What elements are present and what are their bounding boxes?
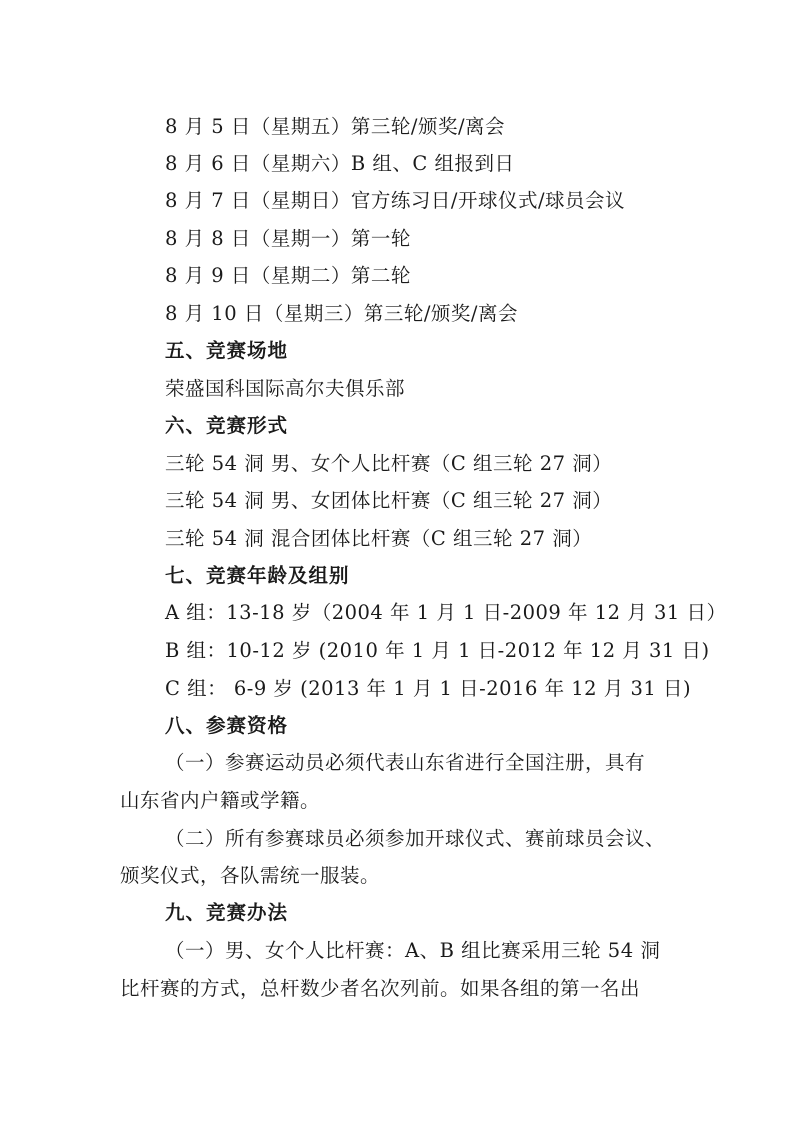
schedule-line-aug10: 8 月 10 日（星期三）第三轮/颁奖/离会 <box>165 302 518 325</box>
format-line-team: 三轮 54 洞 男、女团体比杆赛（C 组三轮 27 洞） <box>165 489 613 512</box>
section-heading-competition-rules: 九、竞赛办法 <box>165 901 289 924</box>
schedule-line-aug6: 8 月 6 日（星期六）B 组、C 组报到日 <box>165 152 515 175</box>
age-group-b: B 组：10-12 岁 (2010 年 1 月 1 日-2012 年 12 月 31 日) <box>165 639 710 662</box>
age-group-a: A 组：13-18 岁（2004 年 1 月 1 日-2009 年 12 月 31 日） <box>165 601 727 624</box>
section-heading-format: 六、竞赛形式 <box>165 414 289 437</box>
format-line-mixed-team: 三轮 54 洞 混合团体比杆赛（C 组三轮 27 洞） <box>165 527 593 550</box>
section-heading-venue: 五、竞赛场地 <box>165 339 289 362</box>
schedule-line-aug7: 8 月 7 日（星期日）官方练习日/开球仪式/球员会议 <box>165 189 626 212</box>
eligibility-para1-line2: 山东省内户籍或学籍。 <box>120 789 321 812</box>
schedule-line-aug5: 8 月 5 日（星期五）第三轮/颁奖/离会 <box>165 115 506 138</box>
eligibility-para2-line1: （二）所有参赛球员必须参加开球仪式、赛前球员会议、 <box>165 827 666 850</box>
eligibility-para1-line1: （一）参赛运动员必须代表山东省进行全国注册，具有 <box>165 751 646 774</box>
age-group-c: C 组： 6-9 岁 (2013 年 1 月 1 日-2016 年 12 月 31 日) <box>165 677 692 700</box>
schedule-line-aug9: 8 月 9 日（星期二）第二轮 <box>165 264 411 287</box>
format-line-individual: 三轮 54 洞 男、女个人比杆赛（C 组三轮 27 洞） <box>165 452 613 475</box>
schedule-line-aug8: 8 月 8 日（星期一）第一轮 <box>165 227 411 250</box>
venue-name: 荣盛国科国际高尔夫俱乐部 <box>165 377 406 400</box>
eligibility-para2-line2: 颁奖仪式，各队需统一服装。 <box>120 864 381 887</box>
section-heading-eligibility: 八、参赛资格 <box>165 714 289 737</box>
rules-para1-line1: （一）男、女个人比杆赛：A、B 组比赛采用三轮 54 洞 <box>165 939 661 962</box>
rules-para1-line2: 比杆赛的方式，总杆数少者名次列前。如果各组的第一名出 <box>120 977 641 1000</box>
section-heading-age-groups: 七、竞赛年龄及组别 <box>165 564 350 587</box>
